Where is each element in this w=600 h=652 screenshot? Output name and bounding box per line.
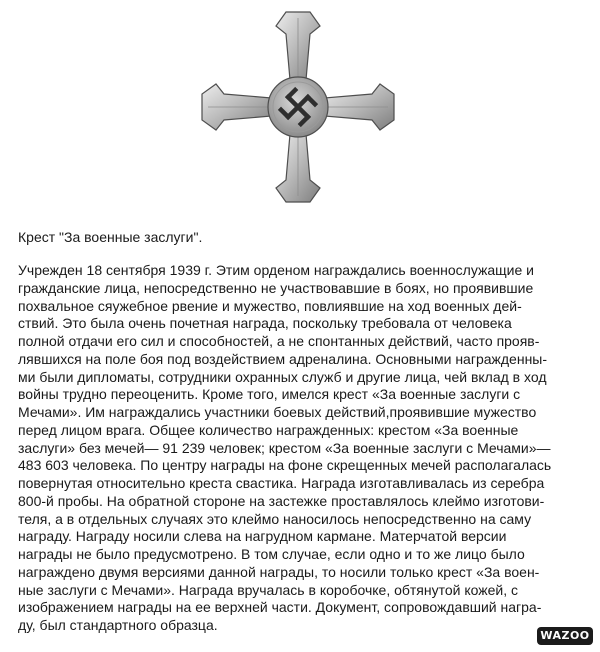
- article-line: заслуги» без мечей— 91 239 человек; крестом «За военные заслуги с Мечами»—: [18, 439, 551, 456]
- article-line: гражданские лица, непосредственно не участвовавшие в боях, но проявившие: [18, 279, 534, 296]
- article-line: повернутая относительно креста свастика. Награда изготавливалась из серебра: [18, 475, 545, 491]
- article-line: награды не было предусмотрено. В том случае, если одно и то же лицо было: [18, 546, 525, 562]
- article-text: [18, 262, 588, 635]
- article-line: Учрежден 18 сентября 1939 г. Этим орденом награждались военнослужащие и: [18, 262, 534, 278]
- image-caption: Крест "За военные заслуги".: [18, 229, 203, 245]
- war-merit-cross-image: [186, 4, 410, 210]
- wazoo-watermark-logo: WAZOO: [537, 627, 593, 645]
- article-line: 483 603 человека. По центру награды на фоне скрещенных мечей располагалась: [18, 457, 552, 474]
- war-merit-cross-icon: [186, 4, 410, 210]
- article-line: награждено двумя версиями данной награды, то носили только крест «За воен-: [18, 563, 540, 580]
- article-line: ду, был стандартного образца.: [18, 617, 218, 633]
- article-line: изображением награды на ее верхней части. Документ, сопровождавший награ-: [18, 599, 542, 616]
- article-line: ми были дипломаты, сотрудники охранных служб и другие лица, чей вклад в ход: [18, 368, 547, 385]
- article-line: Мечами». Им награждались участники боевых действий,проявившие мужество: [18, 404, 537, 420]
- article-line: перед лицом врага. Общее количество награжденных: крестом «За военные: [18, 421, 519, 438]
- article-line: награду. Награду носили слева на нагрудном кармане. Матерчатой версии: [18, 528, 507, 545]
- article-line: ствий. Это была очень почетная награда, поскольку требовала от человека: [18, 315, 512, 332]
- article-line: войны трудно переоценить. Кроме того, имелся крест «За военные заслуги с: [18, 386, 521, 403]
- article-line: похвальное сяужебное рвение и мужество, повлиявшие на ход военных дей-: [18, 297, 522, 314]
- article-line: ные заслуги с Мечами». Награда вручалась в коробочке, обтянутой кожей, с: [18, 581, 519, 598]
- article-line: лявшихся на поле боя под воздействием адреналина. Основными награжденны-: [18, 350, 548, 367]
- article-line: 800-й пробы. На обратной стороне на застежке проставлялось клеймо изготови-: [18, 492, 545, 509]
- article-line: теля, а в отдельных случаях это клеймо наносилось непосредственно на саму: [18, 510, 532, 527]
- article-line: полной отдачи его сил и способностей, а не спонтанных действий, часто прояв-: [18, 333, 540, 349]
